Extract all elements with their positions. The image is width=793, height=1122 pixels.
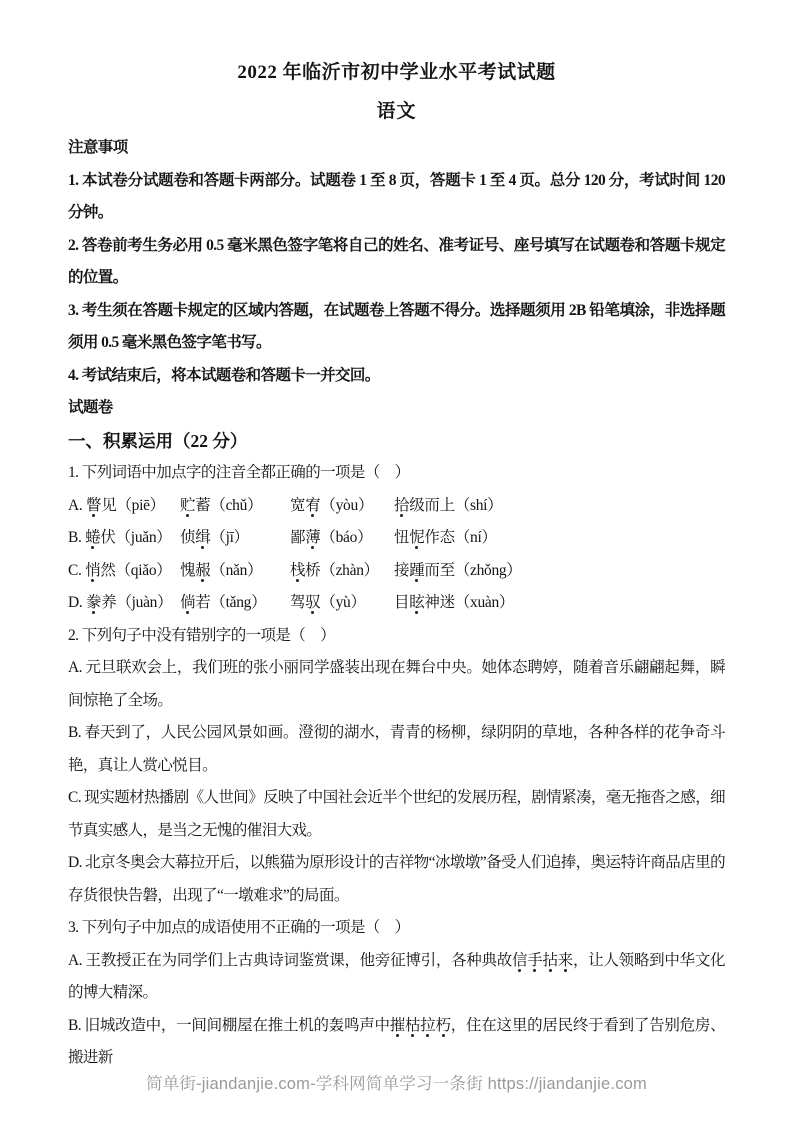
option-word: 侦缉（jī） xyxy=(180,529,249,546)
option-word: 宽宥（yòu） xyxy=(290,496,374,514)
notice-item-3: 3. 考生须在答题卡规定的区域内答题，在试题卷上答题不得分。选择题须用 2B 铅笔填涂，非选择题须用 0.5 毫米黑色签字笔书写。 xyxy=(68,301,725,351)
option-word: C. 悄然（qiǎo） xyxy=(68,561,172,579)
question-3-stem: 3. 下列句子中加点的成语使用不正确的一项是（ ） xyxy=(68,919,410,936)
q3-option-b: B. 旧城改造中，一间间棚屋在推土机的轰鸣声中摧枯拉朽，住在这里的居民终于看到了告别危房、搬进新 xyxy=(68,1016,726,1066)
option-word: 愧赧（nǎn） xyxy=(180,561,263,579)
notices-heading: 注意事项 xyxy=(68,139,128,156)
question-2 xyxy=(68,620,725,913)
question-1 xyxy=(68,457,725,620)
question-3 xyxy=(68,912,725,1075)
footer-watermark: 简单街-jiandanjie.com-学科网简单学习一条街 https://jiandanjie.com xyxy=(146,1075,647,1093)
booklet-label: 试题卷 xyxy=(68,399,113,416)
q2-option-d: D. 北京冬奥会大幕拉开后，以熊猫为原形设计的吉祥物“冰墩墩”备受人们追捧，奥运特许商品店里的存货很快告磐，出现了“一墩难求”的局面。 xyxy=(68,854,725,904)
q2-option-b: B. 春天到了，人民公园风景如画。澄彻的湖水，青青的杨柳，绿阴阴的草地，各种各样的花争奇斗艳，真让人赏心悦目。 xyxy=(68,724,725,774)
notice-item-2: 2. 答卷前考生务必用 0.5 毫米黑色签字笔将自己的姓名、准考证号、座号填写在试题卷和答题卡规定的位置。 xyxy=(68,236,725,286)
option-word: 鄙薄（báo） xyxy=(290,529,373,546)
q1-option-row-d xyxy=(68,587,725,620)
q3-option-a: A. 王教授正在为同学们上古典诗词鉴赏课，他旁征博引，各种典故信手拈来，让人领略到中华文化的博大精深。 xyxy=(68,951,725,1001)
option-word: 驾驭（yù） xyxy=(290,594,366,611)
notices-section xyxy=(68,132,725,392)
option-word: B. 蜷伏（juǎn） xyxy=(68,529,172,546)
notice-item-1: 1. 本试卷分试题卷和答题卡两部分。试题卷 1 至 8 页，答题卡 1 至 4 页。总分 120 分，考试时间 120 分钟。 xyxy=(68,171,725,221)
option-word: 目眩神迷（xuàn） xyxy=(394,594,515,611)
option-word: A. 瞥见（piē） xyxy=(68,496,165,514)
q2-option-c: C. 现实题材热播剧《人世间》反映了中国社会近半个世纪的发展历程，剧情紧凑，毫无拖沓之感，细节真实感人，是当之无愧的催泪大戏。 xyxy=(68,789,725,839)
page-title: 2022 年临沂市初中学业水平考试试题 xyxy=(237,62,556,83)
section-1-heading: 一、积累运用（22 分） xyxy=(68,430,248,451)
option-word: 贮蓄（chǔ） xyxy=(180,496,263,514)
question-1-stem: 1. 下列词语中加点字的注音全都正确的一项是（ ） xyxy=(68,464,410,481)
q1-option-row-b xyxy=(68,522,725,555)
option-word: 倘若（tǎng） xyxy=(180,594,267,611)
q2-option-a: A. 元旦联欢会上，我们班的张小丽同学盛装出现在舞台中央。她体态聘婷，随着音乐翩翩起舞，瞬间惊艳了全场。 xyxy=(68,659,725,709)
option-word: D. 豢养（juàn） xyxy=(68,594,173,611)
option-word: 拾级而上（shí） xyxy=(394,496,503,514)
notice-item-4: 4. 考试结束后，将本试题卷和答题卡一并交回。 xyxy=(68,366,380,384)
option-word: 忸怩作态（ní） xyxy=(394,529,497,546)
subject-title: 语文 xyxy=(376,101,417,122)
option-word: 接踵而至（zhǒng） xyxy=(394,561,522,579)
q1-option-row-c xyxy=(68,555,725,588)
option-word: 栈桥（zhàn） xyxy=(290,561,379,579)
question-2-stem: 2. 下列句子中没有错别字的一项是（ ） xyxy=(68,626,336,644)
q1-option-row-a xyxy=(68,490,725,523)
